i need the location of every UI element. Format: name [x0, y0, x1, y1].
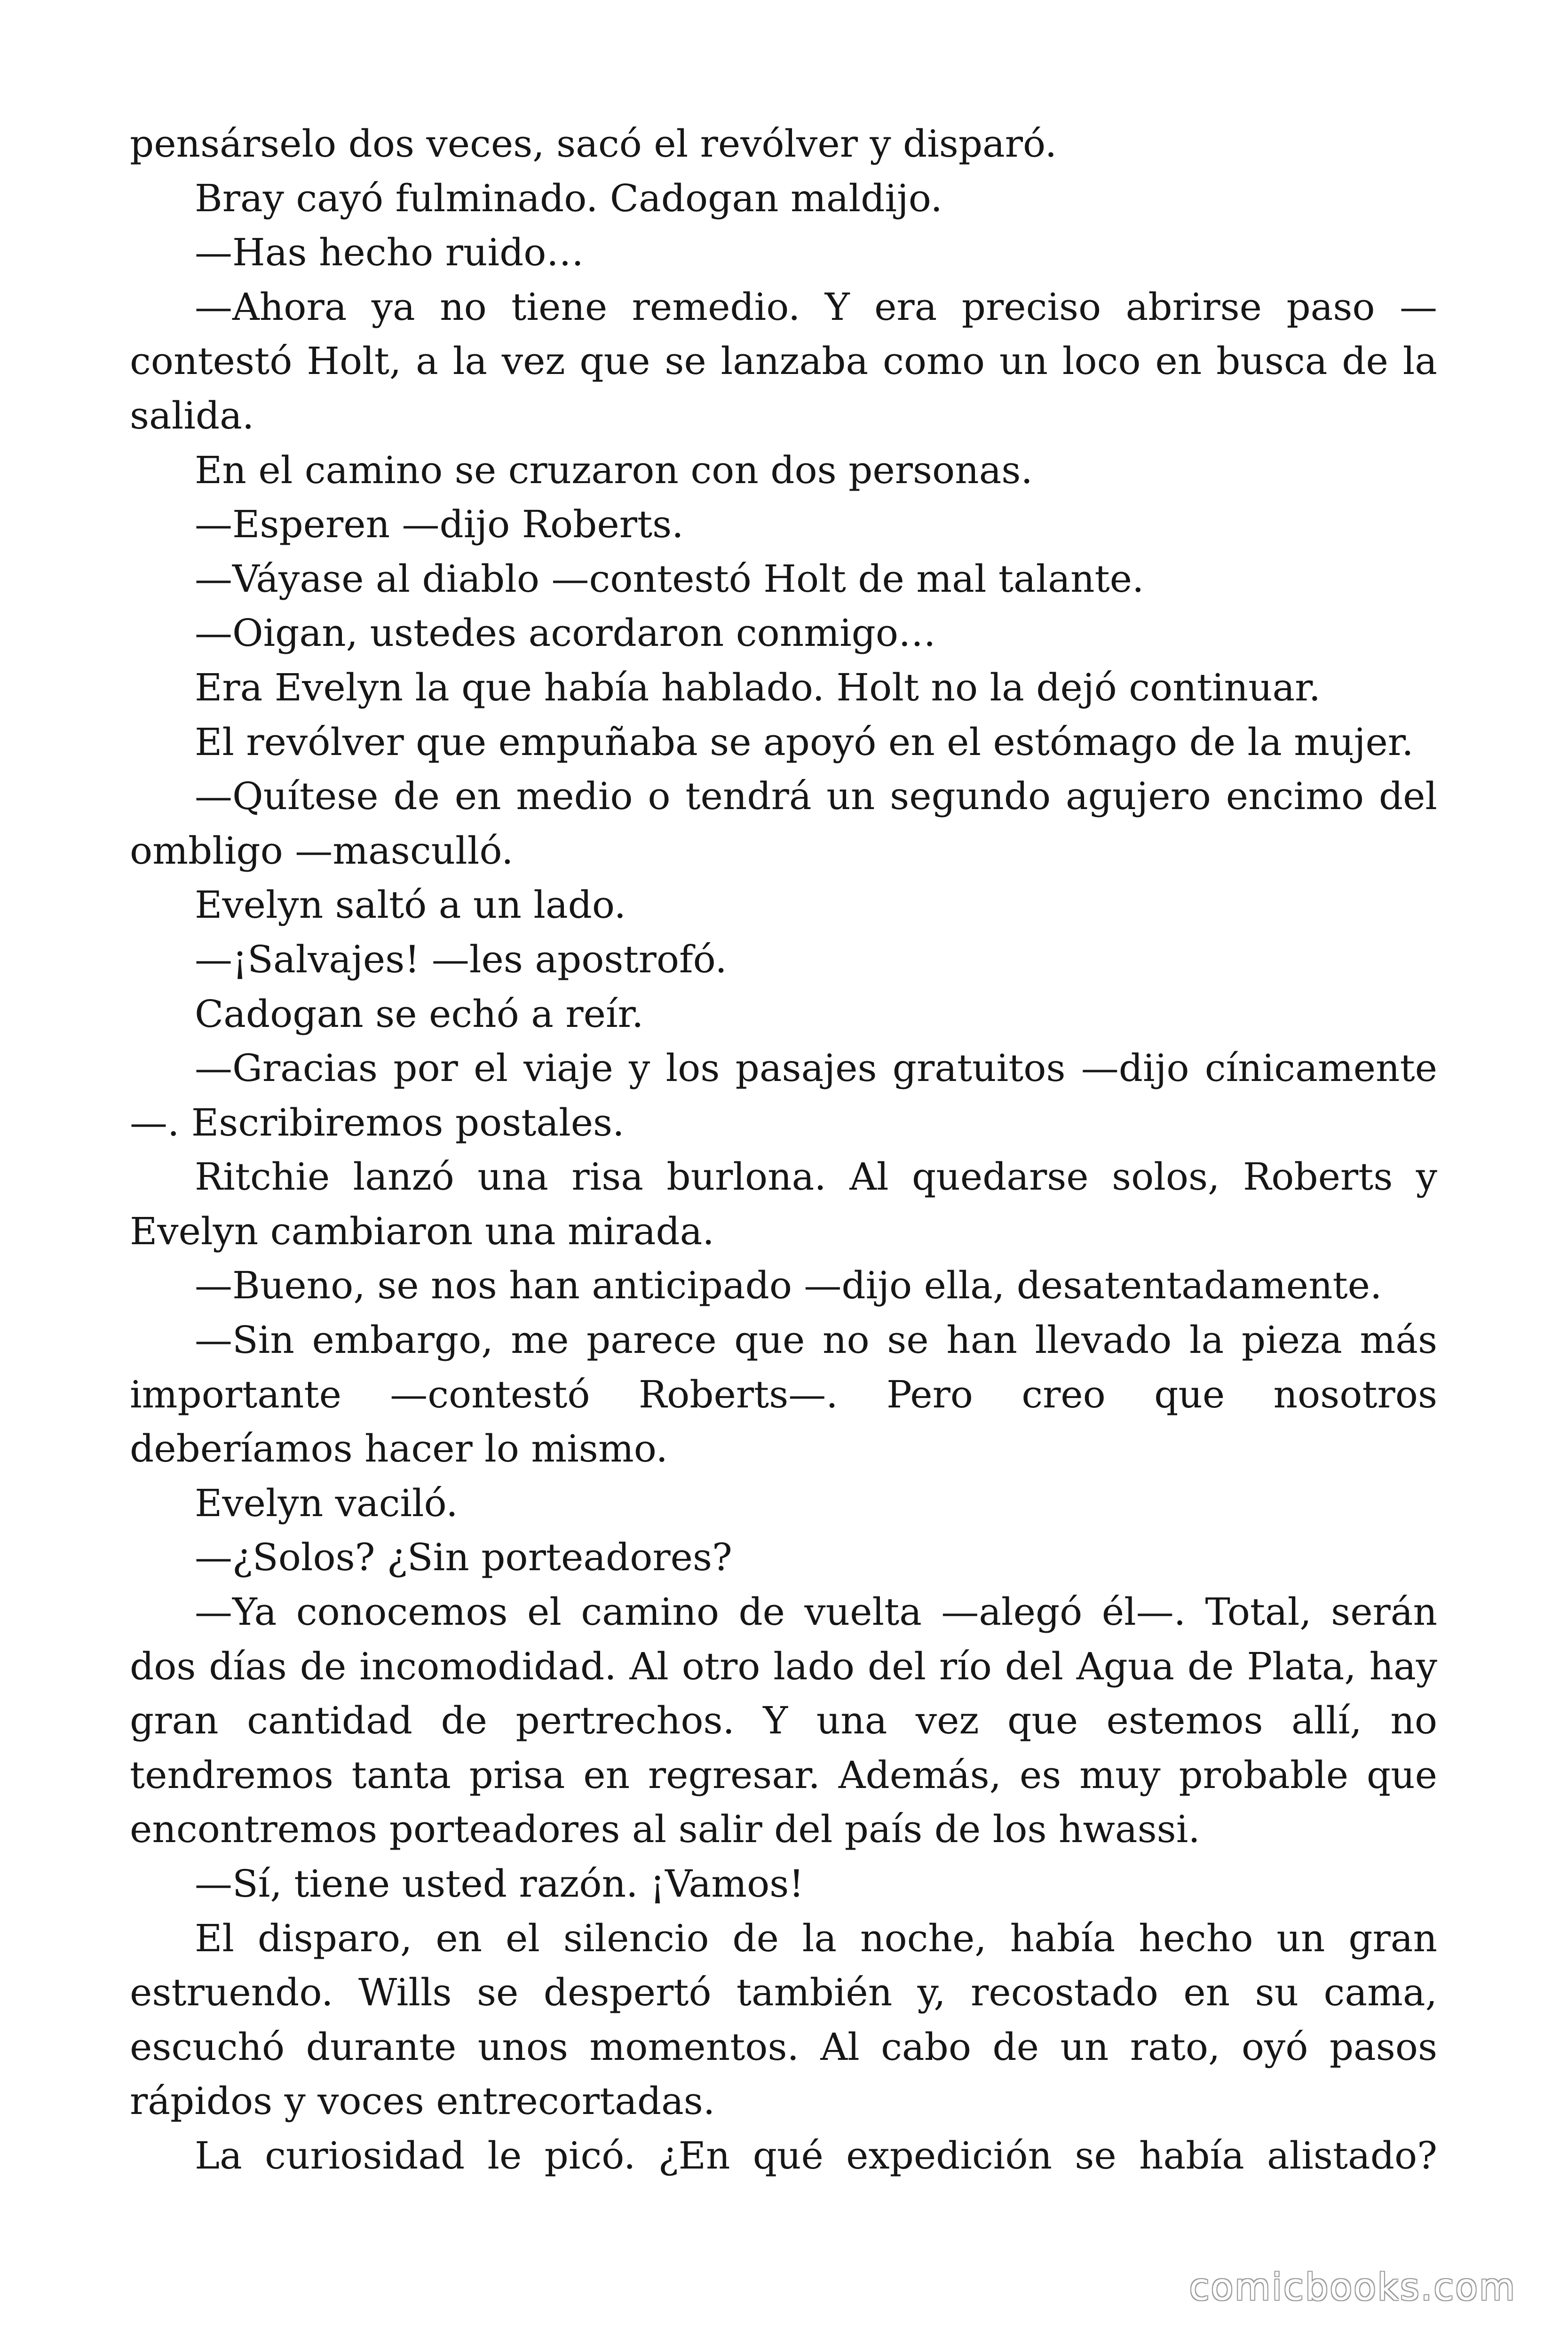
book-page	[130, 117, 1437, 2183]
paragraph: Bray cayó fulminado. Cadogan maldijo.	[195, 176, 942, 220]
paragraph: Ritchie lanzó una risa burlona. Al quedarse solos, Roberts y Evelyn cambiaron una mirada.	[130, 1155, 1437, 1253]
paragraph: Evelyn vaciló.	[195, 1481, 458, 1525]
paragraph: —¡Salvajes! —les apostrofó.	[195, 937, 727, 981]
paragraph: —Gracias por el viaje y los pasajes gratuitos —dijo cínicamente —. Escribiremos postales.	[130, 1046, 1437, 1144]
paragraph: En el camino se cruzaron con dos personas.	[195, 448, 1033, 492]
paragraph: —Ya conocemos el camino de vuelta —alegó él—. Total, serán dos días de incomodidad. Al otro lado del río del Agua de Plata, hay gran cantidad de pertrechos. Y una vez que estemos allí, no tendremos tanta prisa en regresar. Además, es muy probable que encontremos porteadores al salir del país de los hwassi.	[130, 1590, 1437, 1851]
paragraph: —Oigan, ustedes acordaron conmigo…	[195, 611, 936, 655]
paragraph: —Sí, tiene usted razón. ¡Vamos!	[195, 1862, 804, 1906]
paragraph: Era Evelyn la que había hablado. Holt no la dejó continuar.	[195, 665, 1321, 709]
paragraph: —Has hecho ruido…	[195, 230, 584, 275]
paragraph: El disparo, en el silencio de la noche, había hecho un gran estruendo. Wills se despertó también y, recostado en su cama, escuchó durante unos momentos. Al cabo de un rato, oyó pasos rápidos y voces entrecortadas.	[130, 1916, 1437, 2123]
paragraph-continuation: pensárselo dos veces, sacó el revólver y disparó.	[130, 122, 1057, 166]
paragraph: —¿Solos? ¿Sin porteadores?	[195, 1535, 732, 1580]
paragraph: —Váyase al diablo —contestó Holt de mal talante.	[195, 556, 1144, 601]
paragraph: —Bueno, se nos han anticipado —dijo ella, desatentadamente.	[195, 1263, 1382, 1308]
paragraph: —Quítese de en medio o tendrá un segundo agujero encimo del ombligo —masculló.	[130, 774, 1437, 873]
watermark: comicbooks.com	[1189, 2266, 1516, 2309]
paragraph: —Esperen —dijo Roberts.	[195, 502, 684, 547]
paragraph: La curiosidad le picó. ¿En qué expedición se había alistado?	[195, 2133, 1437, 2177]
paragraph: —Ahora ya no tiene remedio. Y era preciso abrirse paso —contestó Holt, a la vez que se lanzaba como un loco en busca de la salida.	[130, 285, 1437, 437]
paragraph: El revólver que empuñaba se apoyó en el estómago de la mujer.	[195, 720, 1414, 764]
paragraph: —Sin embargo, me parece que no se han llevado la pieza más importante —contestó Roberts—. Pero creo que nosotros deberíamos hacer lo mismo.	[130, 1318, 1437, 1471]
paragraph: Evelyn saltó a un lado.	[195, 883, 626, 927]
paragraph: Cadogan se echó a reír.	[195, 992, 644, 1036]
